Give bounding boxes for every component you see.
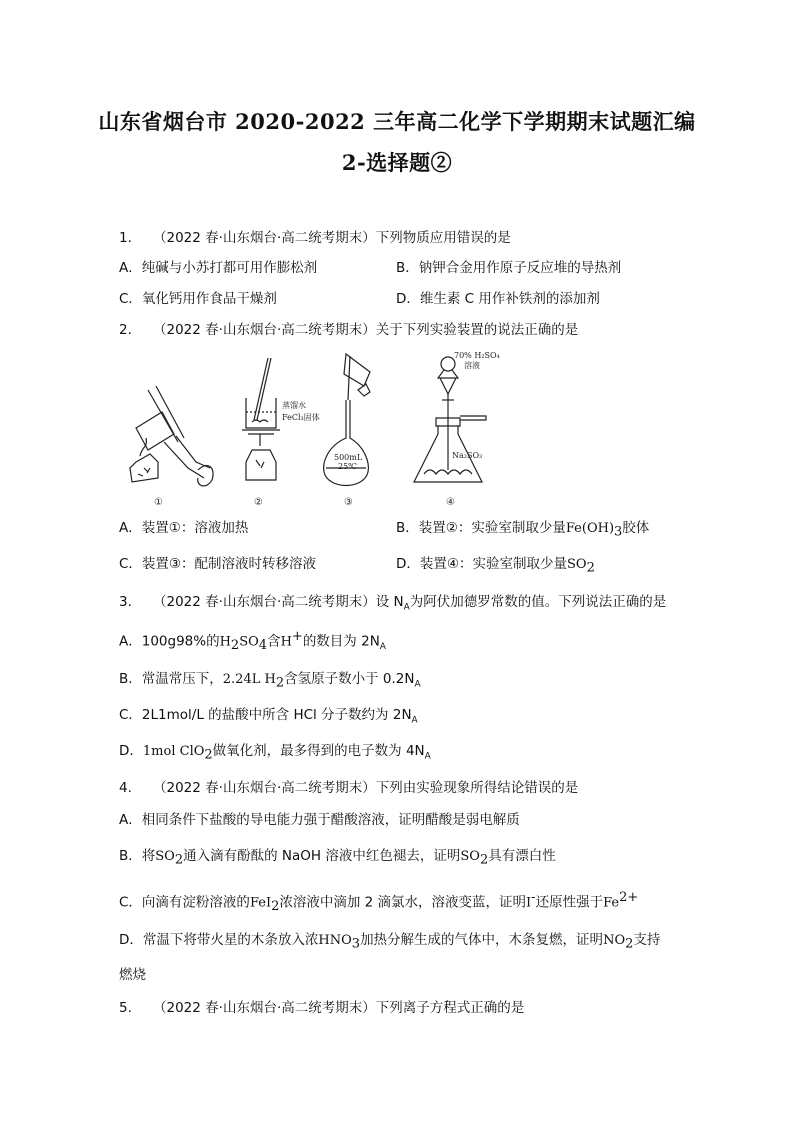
label-acid-solution: 溶液 [464,361,480,370]
question-2-stem: 2. （2022 春·山东烟台·高二统考期末）关于下列实验装置的说法正确的是 [119,322,579,338]
label-acid: 70% H₂SO₄ [454,351,500,360]
q2-option-d: D．装置④：实验室制取少量$SO_2$ [396,556,595,576]
figure-label-4: ④ [446,497,455,508]
q1-option-c: C．氧化钙用作食品干燥剂 [119,291,277,307]
question-4-stem: 4. （2022 春·山东烟台·高二统考期末）下列由实验现象所得结论错误的是 [119,780,579,796]
q3-option-d: D．1mol ClO$_2$做氧化剂，最多得到的电子数为 $4N_A$ [119,743,431,763]
q4-option-a: A．相同条件下盐酸的导电能力强于醋酸溶液，证明醋酸是弱电解质 [119,812,520,828]
apparatus-figure [118,350,500,510]
apparatus-1-drawing [130,386,213,486]
figure-label-3: ③ [344,497,353,508]
label-volume: 500mL [334,453,363,462]
q1-option-a: A．纯碱与小苏打都可用作膨松剂 [119,260,318,276]
question-3-stem: 3. （2022 春·山东烟台·高二统考期末）设 $N_A$为阿伏加德罗常数的值。下列说法正确的是 [119,594,667,613]
q4-option-b: B．将$SO_2$通入滴有酚酞的 NaOH 溶液中红色褪去，证明$SO_2$具有漂白性 [119,848,556,868]
doc-title-line1: 山东省烟台市 2020-2022 三年高二化学下学期期末试题汇编 [98,109,696,134]
q4-option-d-continued: 燃烧 [119,967,146,983]
q3-option-a: A．100g98%的$H_2SO_4$含H+的数目为 $2N_A$ [119,629,386,654]
q1-option-d: D．维生素 C 用作补铁剂的添加剂 [396,291,600,307]
apparatus-4-drawing [414,357,486,482]
q4-option-d: D．常温下将带火星的木条放入浓$HNO_3$加热分解生成的气体中，木条复燃，证明$NO_2$支持 [119,932,661,952]
apparatus-2-drawing [242,358,280,480]
q1-option-b: B．钠钾合金用作原子反应堆的导热剂 [396,260,622,276]
question-5-stem: 5. （2022 春·山东烟台·高二统考期末）下列离子方程式正确的是 [119,1000,525,1016]
q3-option-c: C．2L1mol/L 的盐酸中所含 HCl 分子数约为 $2N_A$ [119,707,418,726]
label-fecl3: FeCl₃固体 [282,413,320,422]
q4-option-c: C．向滴有淀粉溶液的FeI$_2$浓溶液中滴加 2 滴氯水，溶液变蓝，证明I-还原性强于$Fe^{2+}$ [119,890,639,915]
q2-option-a: A．装置①：溶液加热 [119,520,249,536]
figure-label-1: ① [154,497,163,508]
figure-label-2: ② [254,497,263,508]
label-temp: 25℃ [338,462,358,471]
doc-title-line2: 2-选择题② [341,150,453,175]
q2-option-c: C．装置③：配制溶液时转移溶液 [119,556,317,572]
label-na2so3: Na₂SO₃ [452,451,483,460]
q3-option-b: B．常温常压下，2.24L $H_2$含氢原子数小于 $0.2N_A$ [119,671,421,691]
q2-option-b: B．装置②：实验室制取少量$Fe(OH)_3$胶体 [396,520,650,540]
question-1-stem: 1. （2022 春·山东烟台·高二统考期末）下列物质应用错误的是 [119,230,511,246]
label-water: 蒸馏水 [282,401,306,410]
